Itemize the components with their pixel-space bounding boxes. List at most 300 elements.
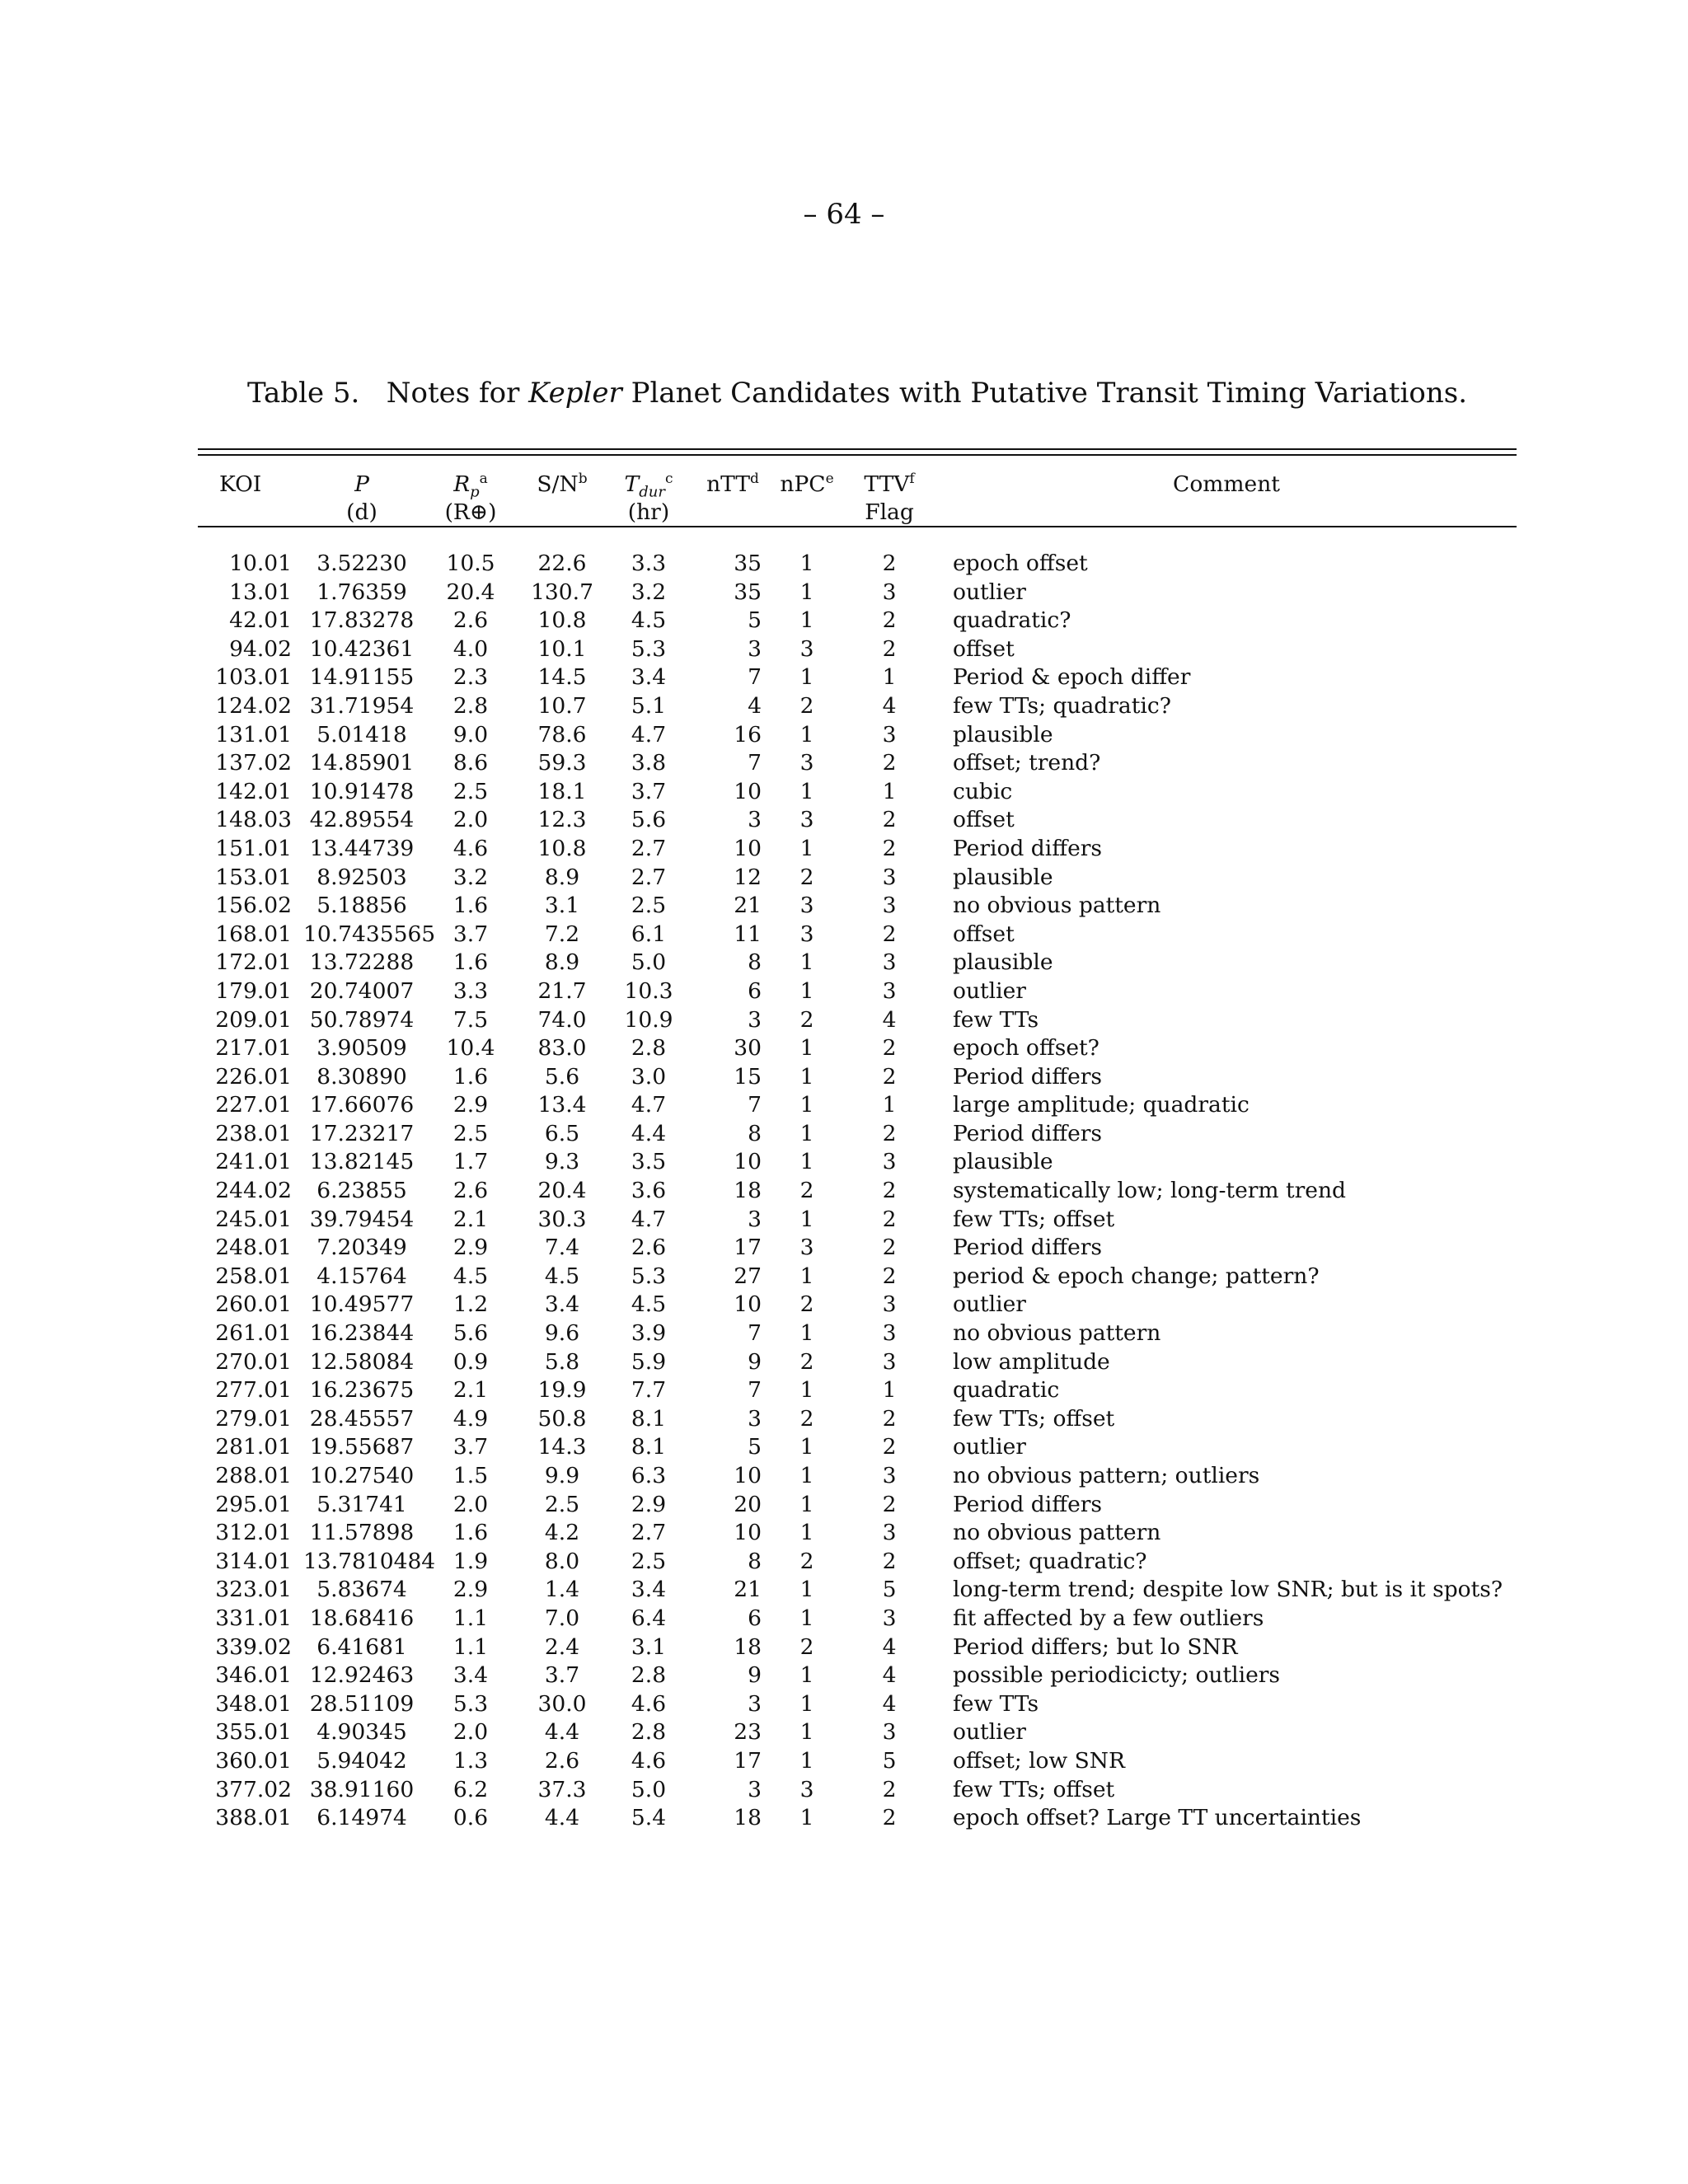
- cell-radius: 2.9: [452, 1235, 489, 1261]
- cell-npc: 1: [799, 1605, 814, 1631]
- cell-npc: 2: [799, 1348, 814, 1375]
- cell-ttv-flag: 3: [882, 1719, 897, 1746]
- cell-npc: 1: [799, 664, 814, 691]
- cell-ntt: 3: [748, 1690, 762, 1717]
- cell-radius: 3.7: [452, 1434, 489, 1460]
- cell-comment: quadratic: [953, 1377, 1060, 1404]
- header-period-unit: (d): [346, 499, 377, 525]
- cell-period: 19.55687: [309, 1434, 415, 1460]
- cell-radius: 2.3: [452, 664, 489, 691]
- cell-tdur: 7.7: [631, 1377, 667, 1404]
- cell-comment: few TTs; offset: [953, 1405, 1115, 1432]
- cell-ntt: 35: [734, 551, 762, 576]
- cell-sn: 59.3: [537, 750, 587, 776]
- cell-koi: 148.03: [215, 807, 292, 833]
- cell-period: 42.89554: [309, 807, 415, 833]
- cell-radius: 1.6: [452, 949, 489, 976]
- cell-period: 10.49577: [309, 1291, 415, 1318]
- cell-radius: 1.3: [452, 1747, 489, 1774]
- cell-period: 13.82145: [309, 1149, 415, 1175]
- cell-tdur: 8.1: [631, 1434, 667, 1460]
- cell-ttv-flag: 4: [882, 1662, 897, 1689]
- cell-tdur: 5.6: [631, 807, 667, 833]
- cell-comment: outlier: [953, 1291, 1026, 1318]
- cell-period: 17.83278: [309, 607, 415, 634]
- table-row: [198, 892, 1517, 921]
- cell-comment: no obvious pattern; outliers: [953, 1463, 1260, 1488]
- cell-radius: 3.2: [452, 864, 489, 890]
- cell-ttv-flag: 3: [882, 1520, 897, 1546]
- cell-ttv-flag: 1: [882, 1377, 897, 1404]
- cell-period: 16.23675: [309, 1377, 415, 1404]
- cell-period: 3.52230: [316, 551, 407, 576]
- cell-radius: 2.5: [452, 1120, 489, 1146]
- cell-ttv-flag: 2: [882, 1120, 897, 1146]
- cell-koi: 244.02: [215, 1178, 292, 1204]
- cell-ntt: 10: [734, 778, 762, 804]
- cell-sn: 8.9: [544, 949, 580, 976]
- cell-ttv-flag: 4: [882, 1690, 897, 1717]
- cell-radius: 1.5: [452, 1463, 489, 1488]
- cell-npc: 1: [799, 835, 814, 861]
- top-rule: [198, 448, 1517, 456]
- cell-radius: 1.7: [452, 1149, 489, 1175]
- table-row: [198, 1291, 1517, 1319]
- cell-sn: 7.4: [544, 1235, 580, 1261]
- cell-ttv-flag: 2: [882, 1491, 897, 1517]
- table-row: [198, 1376, 1517, 1405]
- cell-tdur: 2.5: [631, 1548, 667, 1574]
- cell-radius: 3.4: [452, 1662, 489, 1689]
- cell-tdur: 5.3: [631, 635, 667, 662]
- cell-npc: 1: [799, 1463, 814, 1488]
- table-row: [198, 721, 1517, 750]
- cell-tdur: 4.7: [631, 721, 667, 748]
- cell-npc: 2: [799, 864, 814, 890]
- cell-tdur: 2.8: [631, 1719, 667, 1746]
- table-body: [198, 533, 1517, 1833]
- cell-sn: 5.8: [544, 1348, 580, 1375]
- cell-tdur: 3.4: [631, 664, 667, 691]
- cell-ttv-flag: 3: [882, 579, 897, 605]
- header-npc: nPC$^e$: [780, 471, 834, 497]
- cell-period: 13.44739: [309, 835, 415, 861]
- cell-period: 8.92503: [316, 864, 407, 890]
- cell-ttv-flag: 4: [882, 692, 897, 719]
- cell-koi: 281.01: [215, 1434, 292, 1460]
- cell-comment: outlier: [953, 1719, 1026, 1746]
- cell-period: 5.31741: [316, 1491, 407, 1517]
- cell-period: 13.72288: [309, 949, 415, 976]
- cell-tdur: 3.4: [631, 1577, 667, 1603]
- cell-period: 50.78974: [309, 1006, 415, 1033]
- cell-npc: 3: [799, 750, 814, 776]
- cell-radius: 6.2: [452, 1776, 489, 1802]
- cell-period: 38.91160: [309, 1776, 415, 1802]
- cell-ttv-flag: 3: [882, 1463, 897, 1488]
- cell-radius: 2.0: [452, 807, 489, 833]
- cell-period: 1.76359: [316, 579, 407, 605]
- cell-period: 10.27540: [309, 1463, 415, 1488]
- table-row: [198, 864, 1517, 893]
- cell-tdur: 3.3: [631, 551, 667, 576]
- table-row: [198, 1206, 1517, 1235]
- cell-comment: plausible: [953, 864, 1053, 890]
- cell-radius: 1.1: [452, 1633, 489, 1660]
- cell-ntt: 3: [748, 807, 762, 833]
- cell-koi: 13.01: [229, 579, 292, 605]
- cell-comment: offset: [953, 807, 1015, 833]
- cell-radius: 1.1: [452, 1605, 489, 1631]
- cell-sn: 83.0: [537, 1035, 587, 1062]
- cell-comment: outlier: [953, 579, 1026, 605]
- cell-ttv-flag: 2: [882, 635, 897, 662]
- cell-sn: 20.4: [537, 1178, 587, 1204]
- cell-ttv-flag: 4: [882, 1633, 897, 1660]
- cell-radius: 5.3: [452, 1690, 489, 1717]
- cell-ttv-flag: 3: [882, 949, 897, 976]
- cell-radius: 2.1: [452, 1206, 489, 1232]
- cell-ntt: 9: [748, 1662, 762, 1689]
- cell-radius: 4.0: [452, 635, 489, 662]
- cell-radius: 10.5: [446, 551, 495, 576]
- header-sn: $S/N^b$: [537, 471, 588, 497]
- cell-koi: 339.02: [215, 1633, 292, 1660]
- cell-comment: few TTs: [953, 1006, 1039, 1033]
- cell-npc: 2: [799, 1633, 814, 1660]
- cell-period: 6.23855: [316, 1178, 407, 1204]
- cell-ntt: 27: [734, 1263, 762, 1289]
- cell-sn: 30.3: [537, 1206, 587, 1232]
- cell-koi: 346.01: [215, 1662, 292, 1689]
- cell-npc: 1: [799, 949, 814, 976]
- cell-koi: 238.01: [215, 1120, 292, 1146]
- cell-npc: 3: [799, 635, 814, 662]
- cell-ttv-flag: 2: [882, 1063, 897, 1090]
- header-ttv-unit: Flag: [865, 499, 914, 525]
- cell-period: 11.57898: [309, 1520, 415, 1546]
- cell-tdur: 4.5: [631, 1291, 667, 1318]
- cell-sn: 8.9: [544, 864, 580, 890]
- cell-comment: offset; quadratic?: [953, 1548, 1147, 1574]
- cell-period: 12.58084: [309, 1348, 415, 1375]
- table-row: [198, 1519, 1517, 1548]
- cell-radius: 2.0: [452, 1491, 489, 1517]
- table-row: [198, 1148, 1517, 1177]
- cell-sn: 37.3: [537, 1776, 587, 1802]
- cell-sn: 9.3: [544, 1149, 580, 1175]
- header-rule: [198, 526, 1517, 527]
- cell-ntt: 10: [734, 1463, 762, 1488]
- cell-period: 39.79454: [309, 1206, 415, 1232]
- table-row: [198, 1319, 1517, 1348]
- cell-tdur: 6.1: [631, 921, 667, 947]
- cell-period: 6.14974: [316, 1805, 407, 1831]
- table-row: [198, 663, 1517, 692]
- cell-tdur: 3.1: [631, 1633, 667, 1660]
- cell-sn: 74.0: [537, 1006, 587, 1033]
- cell-ttv-flag: 2: [882, 1235, 897, 1261]
- cell-radius: 0.6: [452, 1805, 489, 1831]
- cell-koi: 312.01: [215, 1520, 292, 1546]
- cell-ntt: 18: [734, 1178, 762, 1204]
- cell-tdur: 6.4: [631, 1605, 667, 1631]
- cell-comment: few TTs; offset: [953, 1776, 1115, 1802]
- header-row: [198, 456, 1517, 499]
- cell-koi: 124.02: [215, 692, 292, 719]
- cell-sn: 14.5: [537, 664, 587, 691]
- cell-npc: 2: [799, 1548, 814, 1574]
- cell-koi: 151.01: [215, 835, 292, 861]
- cell-ttv-flag: 2: [882, 1206, 897, 1232]
- cell-comment: Period differs: [953, 1235, 1103, 1261]
- cell-period: 12.92463: [309, 1662, 415, 1689]
- table-caption: [198, 377, 1517, 410]
- cell-comment: Period & epoch differ: [953, 664, 1191, 691]
- cell-koi: 360.01: [215, 1747, 292, 1774]
- cell-sn: 10.1: [537, 635, 587, 662]
- cell-radius: 2.9: [452, 1577, 489, 1603]
- cell-radius: 2.6: [452, 1178, 489, 1204]
- table-row: [198, 1006, 1517, 1035]
- cell-sn: 1.4: [544, 1577, 580, 1603]
- cell-npc: 1: [799, 579, 814, 605]
- header-tdur-unit: (hr): [627, 499, 670, 525]
- cell-tdur: 5.1: [631, 692, 667, 719]
- cell-tdur: 2.7: [631, 835, 667, 861]
- cell-ttv-flag: 3: [882, 1291, 897, 1318]
- cell-radius: 4.5: [452, 1263, 489, 1289]
- cell-tdur: 2.8: [631, 1035, 667, 1062]
- cell-sn: 10.8: [537, 835, 587, 861]
- cell-ttv-flag: 2: [882, 1263, 897, 1289]
- cell-ttv-flag: 5: [882, 1577, 897, 1603]
- cell-ntt: 16: [734, 721, 762, 748]
- cell-tdur: 4.6: [631, 1690, 667, 1717]
- cell-radius: 2.6: [452, 607, 489, 634]
- cell-ttv-flag: 3: [882, 721, 897, 748]
- cell-ttv-flag: 2: [882, 1805, 897, 1831]
- cell-npc: 1: [799, 1063, 814, 1090]
- cell-sn: 18.1: [537, 778, 587, 804]
- cell-tdur: 5.0: [631, 1776, 667, 1802]
- cell-radius: 2.9: [452, 1092, 489, 1118]
- header-units-row: [198, 499, 1517, 533]
- cell-sn: 4.2: [544, 1520, 580, 1546]
- cell-tdur: 3.8: [631, 750, 667, 776]
- cell-ttv-flag: 3: [882, 1149, 897, 1175]
- cell-npc: 3: [799, 921, 814, 947]
- cell-radius: 1.6: [452, 1063, 489, 1090]
- cell-koi: 226.01: [215, 1063, 292, 1090]
- header-radius-unit: (R⊕): [444, 499, 497, 525]
- cell-sn: 2.6: [544, 1747, 580, 1774]
- cell-sn: 2.4: [544, 1633, 580, 1660]
- cell-npc: 1: [799, 977, 814, 1004]
- table-row: [198, 1605, 1517, 1633]
- cell-comment: few TTs; offset: [953, 1206, 1115, 1232]
- cell-sn: 9.6: [544, 1320, 580, 1347]
- cell-tdur: 3.9: [631, 1320, 667, 1347]
- cell-tdur: 5.9: [631, 1348, 667, 1375]
- cell-comment: offset: [953, 921, 1015, 947]
- cell-ntt: 21: [734, 893, 762, 919]
- cell-ttv-flag: 2: [882, 551, 897, 576]
- cell-koi: 131.01: [215, 721, 292, 748]
- cell-comment: epoch offset? Large TT uncertainties: [953, 1805, 1362, 1831]
- data-table-container: [198, 448, 1517, 1833]
- cell-sn: 10.7: [537, 692, 587, 719]
- cell-period: 17.23217: [309, 1120, 415, 1146]
- cell-tdur: 6.3: [631, 1463, 667, 1488]
- table-row: [198, 1718, 1517, 1747]
- table-row: [198, 1263, 1517, 1291]
- cell-comment: epoch offset: [953, 551, 1088, 576]
- cell-sn: 13.4: [537, 1092, 587, 1118]
- cell-comment: no obvious pattern: [953, 1520, 1161, 1546]
- cell-ttv-flag: 5: [882, 1747, 897, 1774]
- cell-radius: 7.5: [452, 1006, 489, 1033]
- cell-comment: plausible: [953, 1149, 1053, 1175]
- data-table: [198, 456, 1517, 1833]
- cell-ntt: 17: [734, 1235, 762, 1261]
- cell-koi: 241.01: [215, 1149, 292, 1175]
- cell-sn: 4.4: [544, 1719, 580, 1746]
- cell-ttv-flag: 2: [882, 1776, 897, 1802]
- cell-comment: Period differs; but lo SNR: [953, 1633, 1238, 1660]
- cell-period: 4.15764: [316, 1263, 407, 1289]
- cell-ntt: 3: [748, 1405, 762, 1432]
- cell-tdur: 2.8: [631, 1662, 667, 1689]
- cell-tdur: 8.1: [631, 1405, 667, 1432]
- cell-ntt: 9: [748, 1348, 762, 1375]
- table-row: [198, 607, 1517, 635]
- header-ttv: TTV$^f$: [864, 471, 915, 497]
- cell-sn: 7.2: [544, 921, 580, 947]
- cell-koi: 295.01: [215, 1491, 292, 1517]
- cell-radius: 3.3: [452, 977, 489, 1004]
- cell-ntt: 8: [748, 1120, 762, 1146]
- cell-comment: Period differs: [953, 1120, 1103, 1146]
- cell-ntt: 8: [748, 949, 762, 976]
- cell-npc: 1: [799, 607, 814, 634]
- cell-tdur: 3.0: [631, 1063, 667, 1090]
- cell-ttv-flag: 2: [882, 1548, 897, 1574]
- table-row: [198, 1405, 1517, 1434]
- table-row: [198, 749, 1517, 778]
- header-period: P: [354, 471, 369, 497]
- caption-text-post: Planet Candidates with Putative Transit Timing Variations.: [621, 377, 1467, 410]
- cell-sn: 3.4: [544, 1291, 580, 1318]
- cell-koi: 323.01: [215, 1577, 292, 1603]
- cell-period: 14.91155: [309, 664, 415, 691]
- table-row: [198, 1433, 1517, 1462]
- cell-sn: 50.8: [537, 1405, 587, 1432]
- cell-comment: outlier: [953, 977, 1026, 1004]
- cell-radius: 4.9: [452, 1405, 489, 1432]
- table-row: [198, 1491, 1517, 1520]
- cell-period: 14.85901: [309, 750, 415, 776]
- table-row: [198, 806, 1517, 835]
- cell-npc: 1: [799, 1120, 814, 1146]
- cell-koi: 172.01: [215, 949, 292, 976]
- cell-tdur: 5.3: [631, 1263, 667, 1289]
- cell-comment: plausible: [953, 721, 1053, 748]
- caption-kepler: Kepler: [528, 377, 622, 410]
- table-row: [198, 949, 1517, 977]
- cell-npc: 2: [799, 1291, 814, 1318]
- cell-tdur: 4.7: [631, 1206, 667, 1232]
- table-row: [198, 835, 1517, 864]
- cell-tdur: 5.4: [631, 1805, 667, 1831]
- cell-ntt: 5: [748, 607, 762, 634]
- cell-sn: 22.6: [537, 551, 587, 576]
- cell-koi: 261.01: [215, 1320, 292, 1347]
- cell-ttv-flag: 2: [882, 1405, 897, 1432]
- cell-npc: 1: [799, 1206, 814, 1232]
- cell-radius: 1.6: [452, 893, 489, 919]
- header-comment: Comment: [1173, 471, 1280, 497]
- table-row: [198, 1348, 1517, 1377]
- cell-npc: 1: [799, 721, 814, 748]
- table-row: [198, 579, 1517, 607]
- cell-ntt: 20: [734, 1491, 762, 1517]
- cell-comment: few TTs: [953, 1690, 1039, 1717]
- cell-koi: 314.01: [215, 1548, 292, 1574]
- cell-npc: 1: [799, 1747, 814, 1774]
- cell-npc: 3: [799, 1776, 814, 1802]
- cell-koi: 248.01: [215, 1235, 292, 1261]
- cell-sn: 19.9: [537, 1377, 587, 1404]
- cell-ttv-flag: 2: [882, 835, 897, 861]
- cell-sn: 9.9: [544, 1463, 580, 1488]
- cell-koi: 331.01: [215, 1605, 292, 1631]
- cell-comment: no obvious pattern: [953, 893, 1161, 919]
- cell-koi: 288.01: [215, 1463, 292, 1488]
- cell-koi: 279.01: [215, 1405, 292, 1432]
- cell-koi: 10.01: [229, 551, 292, 576]
- cell-npc: 1: [799, 1491, 814, 1517]
- cell-radius: 0.9: [452, 1348, 489, 1375]
- cell-npc: 1: [799, 1805, 814, 1831]
- table-row: [198, 1661, 1517, 1690]
- cell-radius: 10.4: [446, 1035, 495, 1062]
- cell-tdur: 10.3: [624, 977, 673, 1004]
- cell-tdur: 2.9: [631, 1491, 667, 1517]
- cell-sn: 10.8: [537, 607, 587, 634]
- cell-koi: 245.01: [215, 1206, 292, 1232]
- cell-ttv-flag: 2: [882, 1035, 897, 1062]
- table-row: [198, 1576, 1517, 1605]
- cell-radius: 1.9: [452, 1548, 489, 1574]
- cell-comment: offset: [953, 635, 1015, 662]
- cell-tdur: 4.5: [631, 607, 667, 634]
- cell-ttv-flag: 2: [882, 1434, 897, 1460]
- cell-koi: 277.01: [215, 1377, 292, 1404]
- cell-radius: 2.0: [452, 1719, 489, 1746]
- cell-koi: 388.01: [215, 1805, 292, 1831]
- table-row: [198, 1063, 1517, 1092]
- cell-koi: 168.01: [215, 921, 292, 947]
- cell-npc: 2: [799, 1006, 814, 1033]
- cell-comment: no obvious pattern: [953, 1320, 1161, 1347]
- table-row: [198, 921, 1517, 949]
- cell-period: 5.94042: [316, 1747, 407, 1774]
- cell-period: 3.90509: [316, 1035, 407, 1062]
- cell-radius: 5.6: [452, 1320, 489, 1347]
- cell-ntt: 30: [734, 1035, 762, 1062]
- cell-ntt: 23: [734, 1719, 762, 1746]
